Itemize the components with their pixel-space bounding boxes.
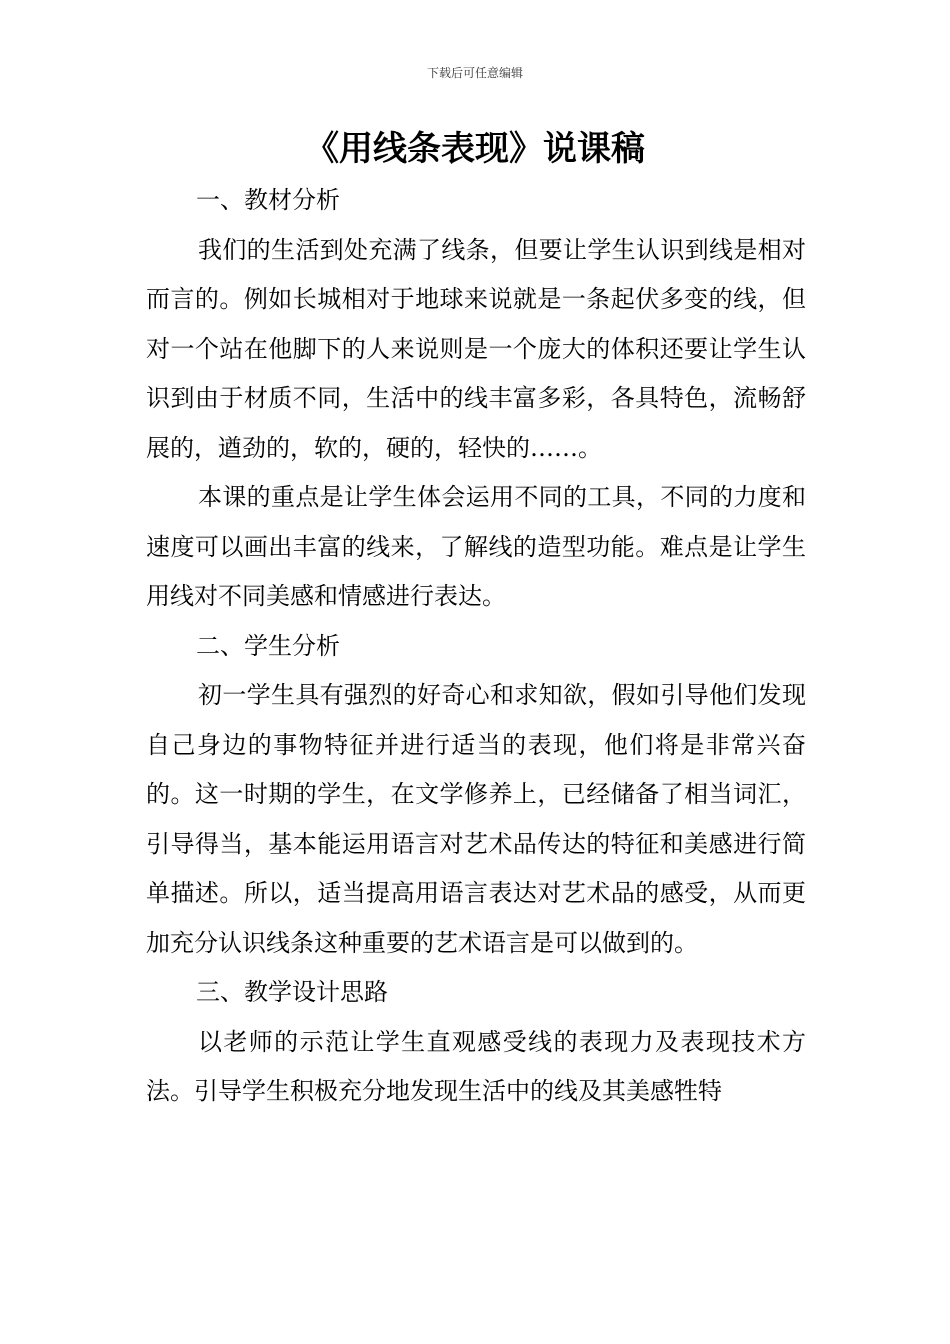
document-body (146, 176, 806, 1117)
header-note: 下载后可任意编辑 (426, 66, 523, 80)
section-heading: 三、教学设计思路 (196, 978, 388, 1006)
paragraph: 我们的生活到处充满了线条，但要让学生认识到线是相对而言的。例如长城相对于地球来说就是一条起伏多变的线，但对一个站在他脚下的人来说则是一个庞大的体积还要让学生认识到由于材质不同，生活中的线丰富多彩，各具特色，流畅舒展的，遒劲的，软的，硬的，轻快的……。 (146, 235, 806, 462)
paragraph: 本课的重点是让学生体会运用不同的工具，不同的力度和速度可以画出丰富的线来，了解线的造型功能。难点是让学生用线对不同美感和情感进行表达。 (146, 483, 806, 610)
section-heading: 一、教材分析 (196, 186, 340, 214)
document-title: 《用线条表现》说课稿 (305, 129, 645, 169)
paragraph: 初一学生具有强烈的好奇心和求知欲，假如引导他们发现自己身边的事物特征并进行适当的表现，他们将是非常兴奋的。这一时期的学生，在文学修养上，已经储备了相当词汇，引导得当，基本能运用语言对艺术品传达的特征和美感进行简单描述。所以，适当提高用语言表达对艺术品的感受，从而更加充分认识线条这种重要的艺术语言是可以做到的。 (146, 681, 806, 957)
section-heading: 二、学生分析 (196, 631, 340, 660)
paragraph: 以老师的示范让学生直观感受线的表现力及表现技术方法。引导学生积极充分地发现生活中的线及其美感牲特 (146, 1027, 806, 1105)
